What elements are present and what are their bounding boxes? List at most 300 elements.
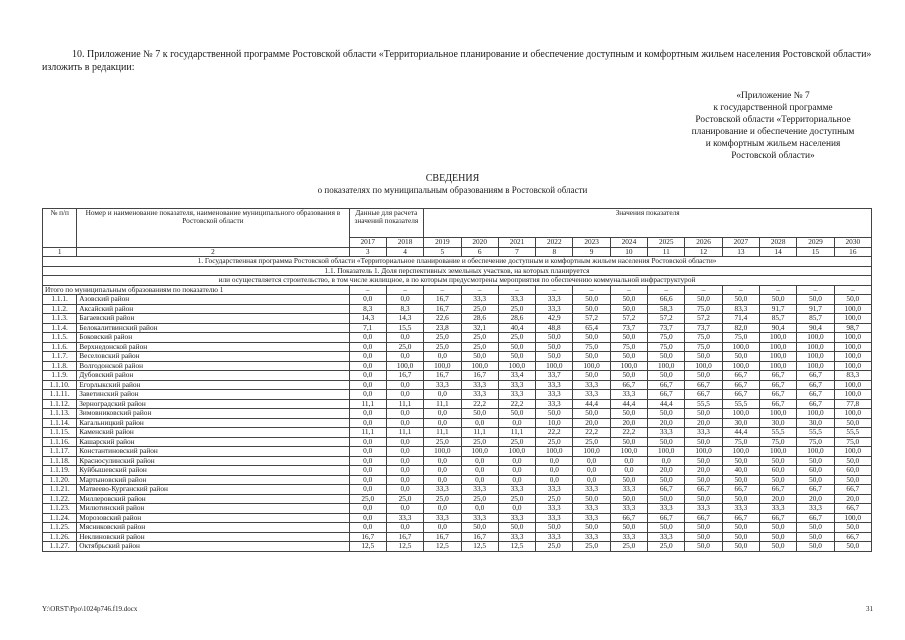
row-value-cell: 28,6 [498, 314, 535, 324]
row-value-cell: 12,5 [386, 542, 423, 552]
row-district-name: Егорлыкский район [77, 380, 349, 390]
row-value-cell: 25,0 [610, 542, 647, 552]
appendix-line: планирование и обеспечение доступным [691, 127, 855, 137]
row-value-cell: 50,0 [834, 542, 871, 552]
row-value-cell: 25,0 [461, 304, 498, 314]
row-value-cell: 33,3 [536, 399, 573, 409]
table-row [43, 513, 872, 523]
row-value-cell: 14,3 [349, 314, 386, 324]
document-subtitle: о показателях по муниципальным образованиям в Ростовской области [317, 185, 588, 195]
row-value-cell: 10,0 [536, 418, 573, 428]
row-value-cell: 75,0 [760, 437, 797, 447]
row-value-cell: 66,7 [722, 513, 759, 523]
row-value-cell: 82,0 [722, 323, 759, 333]
total-value-cell: – [685, 285, 722, 295]
row-value-cell: 25,0 [386, 342, 423, 352]
row-value-cell: 33,3 [573, 485, 610, 495]
row-value-cell: 66,7 [648, 380, 685, 390]
column-numbers-row [43, 247, 872, 257]
section-title: 1. Государственная программа Ростовской области «Территориальное планирование и обеспечение доступным и комфортным жильем населения Ростовской области» [43, 257, 872, 267]
row-value-cell: 0,0 [536, 456, 573, 466]
row-value-cell: 16,7 [424, 304, 461, 314]
row-value-cell: 33,3 [797, 504, 834, 514]
total-value-cell: – [760, 285, 797, 295]
row-value-cell: 44,4 [722, 428, 759, 438]
row-value-cell: 66,7 [648, 390, 685, 400]
row-value-cell: 0,0 [349, 437, 386, 447]
row-value-cell: 66,7 [648, 513, 685, 523]
row-value-cell: 50,0 [685, 352, 722, 362]
row-value-cell: 25,0 [424, 494, 461, 504]
row-value-cell: 66,7 [685, 390, 722, 400]
row-value-cell: 11,1 [424, 428, 461, 438]
row-value-cell: 50,0 [760, 523, 797, 533]
row-value-cell: 20,0 [685, 418, 722, 428]
row-value-cell: 66,6 [648, 295, 685, 305]
row-value-cell: 50,0 [648, 371, 685, 381]
row-value-cell: 100,0 [461, 447, 498, 457]
table-row [43, 399, 872, 409]
total-value-cell: – [461, 285, 498, 295]
year-cell: 2028 [760, 238, 797, 248]
total-value-cell: – [610, 285, 647, 295]
row-value-cell: 100,0 [797, 342, 834, 352]
row-value-cell: 0,0 [498, 456, 535, 466]
row-value-cell: 66,7 [760, 513, 797, 523]
row-value-cell: 50,0 [610, 437, 647, 447]
row-value-cell: 25,0 [461, 494, 498, 504]
row-value-cell: 66,7 [834, 485, 871, 495]
year-cell: 2029 [797, 238, 834, 248]
row-value-cell: 50,0 [722, 523, 759, 533]
row-value-cell: 50,0 [610, 409, 647, 419]
column-number-cell: 12 [685, 247, 722, 257]
row-value-cell: 0,0 [461, 466, 498, 476]
row-value-cell: 33,3 [498, 513, 535, 523]
row-value-cell: 0,0 [386, 504, 423, 514]
row-value-cell: 0,0 [386, 418, 423, 428]
row-value-cell: 77,8 [834, 399, 871, 409]
row-value-cell: 33,3 [536, 513, 573, 523]
row-value-cell: 33,3 [424, 513, 461, 523]
row-value-cell: 25,0 [648, 542, 685, 552]
row-value-cell: 50,0 [685, 295, 722, 305]
row-value-cell: 0,0 [386, 475, 423, 485]
row-value-cell: 66,7 [610, 513, 647, 523]
row-value-cell: 55,5 [760, 428, 797, 438]
row-value-cell: 50,0 [648, 494, 685, 504]
row-number: 1.1.11. [43, 390, 77, 400]
row-value-cell: 33,3 [648, 504, 685, 514]
row-value-cell: 60,0 [760, 466, 797, 476]
row-value-cell: 0,0 [349, 409, 386, 419]
indicators-table [42, 208, 872, 552]
row-district-name: Кашарский район [77, 437, 349, 447]
table-row [43, 494, 872, 504]
column-number-cell: 4 [386, 247, 423, 257]
row-number: 1.1.17. [43, 447, 77, 457]
table-row [43, 361, 872, 371]
row-value-cell: 11,1 [386, 399, 423, 409]
row-value-cell: 33,3 [573, 532, 610, 542]
row-value-cell: 25,0 [573, 437, 610, 447]
row-value-cell: 50,0 [648, 352, 685, 362]
row-value-cell: 66,7 [797, 390, 834, 400]
row-number: 1.1.22. [43, 494, 77, 504]
row-value-cell: 25,0 [536, 542, 573, 552]
section-row [43, 257, 872, 267]
row-value-cell: 25,0 [498, 437, 535, 447]
row-value-cell: 100,0 [834, 314, 871, 324]
row-value-cell: 50,0 [722, 532, 759, 542]
row-value-cell: 11,1 [349, 399, 386, 409]
row-value-cell: 100,0 [573, 447, 610, 457]
row-value-cell: 57,2 [648, 314, 685, 324]
year-cell: 2022 [536, 238, 573, 248]
row-value-cell: 33,3 [461, 295, 498, 305]
row-value-cell: 16,7 [424, 295, 461, 305]
row-value-cell: 66,7 [760, 399, 797, 409]
table-row [43, 333, 872, 343]
row-value-cell: 0,0 [461, 475, 498, 485]
row-value-cell: 0,0 [349, 513, 386, 523]
total-value-cell: – [573, 285, 610, 295]
header-row [43, 209, 872, 238]
row-value-cell: 100,0 [498, 361, 535, 371]
row-value-cell: 0,0 [386, 333, 423, 343]
row-value-cell: 73,7 [648, 323, 685, 333]
row-value-cell: 100,0 [797, 447, 834, 457]
row-value-cell: 60,0 [834, 466, 871, 476]
row-value-cell: 55,5 [722, 399, 759, 409]
row-value-cell: 11,1 [424, 399, 461, 409]
row-value-cell: 0,0 [386, 523, 423, 533]
row-value-cell: 33,3 [648, 428, 685, 438]
year-cell: 2025 [648, 238, 685, 248]
row-value-cell: 50,0 [760, 456, 797, 466]
row-number: 1.1.4. [43, 323, 77, 333]
row-value-cell: 33,3 [610, 504, 647, 514]
row-value-cell: 50,0 [536, 342, 573, 352]
table-row [43, 428, 872, 438]
row-value-cell: 20,0 [610, 418, 647, 428]
row-value-cell: 33,3 [573, 513, 610, 523]
row-value-cell: 16,7 [386, 532, 423, 542]
row-value-cell: 12,5 [498, 542, 535, 552]
row-value-cell: 33,3 [573, 504, 610, 514]
row-value-cell: 40,0 [722, 466, 759, 476]
appendix-line: Ростовской области» [731, 151, 815, 161]
row-value-cell: 16,7 [461, 532, 498, 542]
row-value-cell: 50,0 [685, 409, 722, 419]
row-value-cell: 25,0 [386, 494, 423, 504]
row-value-cell: 85,7 [797, 314, 834, 324]
row-value-cell: 28,6 [461, 314, 498, 324]
row-value-cell: 75,0 [722, 333, 759, 343]
table-row [43, 380, 872, 390]
row-value-cell: 66,7 [722, 390, 759, 400]
row-value-cell: 25,0 [498, 333, 535, 343]
row-value-cell: 50,0 [797, 295, 834, 305]
row-value-cell: 16,7 [424, 371, 461, 381]
row-value-cell: 100,0 [536, 361, 573, 371]
column-number-cell: 6 [461, 247, 498, 257]
row-value-cell: 100,0 [536, 447, 573, 457]
column-number-cell: 5 [424, 247, 461, 257]
row-number: 1.1.20. [43, 475, 77, 485]
row-value-cell: 75,0 [834, 437, 871, 447]
row-value-cell: 0,0 [424, 466, 461, 476]
row-value-cell: 25,0 [349, 494, 386, 504]
row-value-cell: 0,0 [424, 523, 461, 533]
row-value-cell: 100,0 [610, 361, 647, 371]
row-value-cell: 50,0 [498, 342, 535, 352]
row-value-cell: 50,0 [610, 295, 647, 305]
row-value-cell: 20,0 [797, 494, 834, 504]
document-title: СВЕДЕНИЯ [425, 173, 480, 184]
column-number-cell: 15 [797, 247, 834, 257]
row-value-cell: 50,0 [834, 456, 871, 466]
section-row [43, 276, 872, 286]
row-value-cell: 75,0 [685, 333, 722, 343]
row-value-cell: 100,0 [722, 447, 759, 457]
column-number-cell: 13 [722, 247, 759, 257]
row-value-cell: 100,0 [834, 380, 871, 390]
row-district-name: Неклиновский район [77, 532, 349, 542]
row-value-cell: 0,0 [424, 456, 461, 466]
row-value-cell: 33,3 [685, 428, 722, 438]
table-row [43, 371, 872, 381]
row-value-cell: 22,2 [610, 428, 647, 438]
row-value-cell: 16,7 [386, 371, 423, 381]
section-indicator-cont: или осуществляется строительство, в том числе жилищное, в по которым предусмотрены мероприятия по обеспечению коммунальной инфраструктурой [43, 276, 872, 286]
row-value-cell: 0,0 [349, 456, 386, 466]
row-value-cell: 33,3 [610, 390, 647, 400]
row-value-cell: 33,3 [498, 485, 535, 495]
row-value-cell: 100,0 [424, 361, 461, 371]
row-number: 1.1.15. [43, 428, 77, 438]
year-cell: 2024 [610, 238, 647, 248]
year-cell: 2017 [349, 238, 386, 248]
row-value-cell: 57,2 [610, 314, 647, 324]
row-value-cell: 50,0 [573, 295, 610, 305]
row-value-cell: 50,0 [648, 475, 685, 485]
row-value-cell: 33,4 [498, 371, 535, 381]
year-cell: 2026 [685, 238, 722, 248]
row-value-cell: 66,7 [760, 371, 797, 381]
row-value-cell: 8,3 [386, 304, 423, 314]
footer-file-path: Y:\ORST\Ppo\1024p746.f19.docx [42, 605, 138, 613]
table-row [43, 409, 872, 419]
row-value-cell: 30,0 [722, 418, 759, 428]
row-value-cell: 66,7 [685, 485, 722, 495]
total-value-cell: – [536, 285, 573, 295]
total-value-cell: – [834, 285, 871, 295]
row-value-cell: 100,0 [834, 342, 871, 352]
row-value-cell: 33,3 [461, 390, 498, 400]
row-value-cell: 50,0 [760, 295, 797, 305]
row-value-cell: 0,0 [349, 361, 386, 371]
row-district-name: Мартыновский район [77, 475, 349, 485]
row-value-cell: 50,0 [722, 475, 759, 485]
table-row [43, 304, 872, 314]
total-value-cell: – [498, 285, 535, 295]
row-value-cell: 50,0 [797, 475, 834, 485]
row-value-cell: 50,0 [610, 333, 647, 343]
row-value-cell: 33,3 [498, 295, 535, 305]
row-value-cell: 0,0 [386, 456, 423, 466]
row-value-cell: 100,0 [498, 447, 535, 457]
row-value-cell: 50,0 [536, 352, 573, 362]
row-value-cell: 66,7 [685, 380, 722, 390]
row-value-cell: 20,0 [648, 418, 685, 428]
row-value-cell: 0,0 [610, 466, 647, 476]
row-value-cell: 30,0 [797, 418, 834, 428]
row-value-cell: 15,5 [386, 323, 423, 333]
row-value-cell: 0,0 [349, 418, 386, 428]
row-number: 1.1.16. [43, 437, 77, 447]
row-value-cell: 83,3 [834, 371, 871, 381]
table-row [43, 342, 872, 352]
row-value-cell: 66,7 [834, 504, 871, 514]
row-value-cell: 66,7 [797, 380, 834, 390]
table-row [43, 456, 872, 466]
appendix-line: и комфортным жильем населения [705, 139, 841, 149]
total-value-cell: – [424, 285, 461, 295]
row-value-cell: 0,0 [349, 485, 386, 495]
row-value-cell: 33,3 [610, 485, 647, 495]
row-value-cell: 0,0 [349, 371, 386, 381]
row-value-cell: 0,0 [498, 466, 535, 476]
row-value-cell: 83,3 [722, 304, 759, 314]
row-value-cell: 0,0 [424, 418, 461, 428]
row-district-name: Багаевский район [77, 314, 349, 324]
row-value-cell: 33,3 [536, 304, 573, 314]
row-value-cell: 33,3 [573, 380, 610, 390]
row-value-cell: 66,7 [722, 371, 759, 381]
column-number-cell: 9 [573, 247, 610, 257]
row-value-cell: 57,2 [685, 314, 722, 324]
row-value-cell: 100,0 [760, 447, 797, 457]
header-values: Значения показателя [424, 209, 872, 238]
row-value-cell: 25,0 [461, 437, 498, 447]
row-value-cell: 100,0 [834, 352, 871, 362]
row-value-cell: 98,7 [834, 323, 871, 333]
row-value-cell: 100,0 [760, 409, 797, 419]
row-value-cell: 0,0 [461, 456, 498, 466]
row-value-cell: 91,7 [797, 304, 834, 314]
row-value-cell: 0,0 [386, 447, 423, 457]
row-value-cell: 100,0 [648, 361, 685, 371]
row-value-cell: 100,0 [797, 333, 834, 343]
row-value-cell: 50,0 [573, 494, 610, 504]
row-number: 1.1.26. [43, 532, 77, 542]
row-value-cell: 33,3 [536, 485, 573, 495]
row-value-cell: 66,7 [648, 485, 685, 495]
row-value-cell: 100,0 [760, 342, 797, 352]
row-value-cell: 50,0 [573, 333, 610, 343]
row-value-cell: 25,0 [424, 437, 461, 447]
row-value-cell: 75,0 [648, 342, 685, 352]
row-value-cell: 0,0 [610, 456, 647, 466]
row-value-cell: 25,0 [536, 437, 573, 447]
row-district-name: Боковский район [77, 333, 349, 343]
row-district-name: Волгодонской район [77, 361, 349, 371]
appendix-line: к государственной программе [713, 103, 833, 113]
row-value-cell: 0,0 [424, 475, 461, 485]
table-row [43, 295, 872, 305]
section-row [43, 266, 872, 276]
row-value-cell: 100,0 [834, 447, 871, 457]
row-value-cell: 50,0 [797, 532, 834, 542]
row-district-name: Константиновский район [77, 447, 349, 457]
row-value-cell: 57,2 [573, 314, 610, 324]
row-value-cell: 66,7 [834, 532, 871, 542]
table-body [43, 209, 872, 552]
row-value-cell: 100,0 [722, 361, 759, 371]
row-value-cell: 0,0 [424, 504, 461, 514]
table-row [43, 390, 872, 400]
row-value-cell: 0,0 [349, 295, 386, 305]
row-value-cell: 50,0 [573, 523, 610, 533]
column-number-cell: 8 [536, 247, 573, 257]
header-num: № п/п [43, 209, 77, 248]
row-value-cell: 0,0 [386, 437, 423, 447]
row-value-cell: 0,0 [424, 390, 461, 400]
row-value-cell: 33,3 [424, 380, 461, 390]
row-value-cell: 11,1 [349, 428, 386, 438]
row-value-cell: 0,0 [349, 504, 386, 514]
row-value-cell: 33,3 [498, 390, 535, 400]
row-value-cell: 0,0 [349, 390, 386, 400]
row-value-cell: 50,0 [834, 475, 871, 485]
row-value-cell: 8,3 [349, 304, 386, 314]
row-value-cell: 66,7 [797, 399, 834, 409]
row-value-cell: 33,3 [760, 504, 797, 514]
row-district-name: Милютинский район [77, 504, 349, 514]
row-value-cell: 50,0 [573, 409, 610, 419]
total-value-cell: – [722, 285, 759, 295]
row-value-cell: 0,0 [386, 485, 423, 495]
row-value-cell: 100,0 [722, 342, 759, 352]
row-value-cell: 50,0 [498, 409, 535, 419]
table-row [43, 542, 872, 552]
row-value-cell: 0,0 [573, 466, 610, 476]
header-name: Номер и наименование показателя, наименование муниципального образования в Ростовской области [77, 209, 349, 248]
row-value-cell: 22,6 [424, 314, 461, 324]
intro-paragraph: 10. Приложение № 7 к государственной программе Ростовской области «Территориальное планирование и обеспечение доступным и комфортным жильем населения Ростовской области» изложить в редакции: [42, 49, 872, 73]
row-value-cell: 44,4 [648, 399, 685, 409]
row-value-cell: 50,0 [461, 523, 498, 533]
row-value-cell: 50,0 [610, 304, 647, 314]
row-value-cell: 32,1 [461, 323, 498, 333]
row-value-cell: 25,0 [424, 333, 461, 343]
row-value-cell: 50,0 [722, 352, 759, 362]
column-number-cell: 7 [498, 247, 535, 257]
row-value-cell: 0,0 [349, 447, 386, 457]
table-row [43, 447, 872, 457]
row-value-cell: 25,0 [461, 333, 498, 343]
row-district-name: Красносулинский район [77, 456, 349, 466]
column-number-cell: 1 [43, 247, 77, 257]
row-value-cell: 50,0 [722, 295, 759, 305]
row-value-cell: 50,0 [685, 494, 722, 504]
table-row [43, 418, 872, 428]
column-number-cell: 2 [77, 247, 349, 257]
row-value-cell: 50,0 [573, 352, 610, 362]
appendix-line: Ростовской области «Территориальное [695, 115, 851, 125]
row-value-cell: 20,0 [573, 418, 610, 428]
